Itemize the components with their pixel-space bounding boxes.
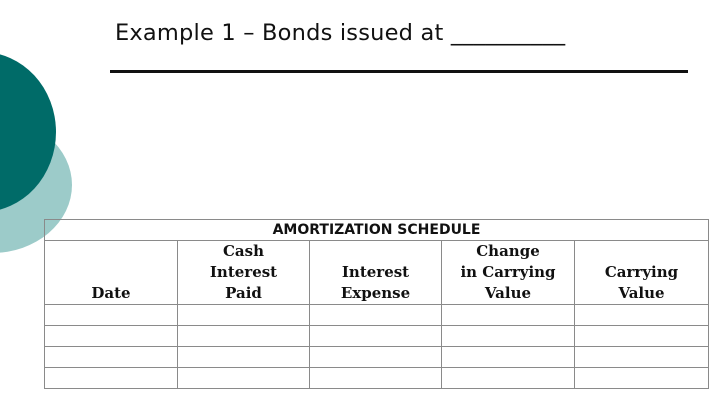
header-cell-carrying-value: Value [575, 283, 709, 305]
table-cell [45, 326, 178, 347]
header-cell: Carrying [575, 262, 709, 283]
table-cell [575, 347, 709, 368]
header-cell-cash-interest-paid: Paid [178, 283, 310, 305]
header-cell [45, 241, 178, 263]
table-cell [178, 347, 310, 368]
table-row [45, 305, 709, 326]
header-cell-change-in-carrying-value: Value [442, 283, 575, 305]
header-cell [310, 241, 442, 263]
header-row-1 [45, 241, 709, 263]
table-cell [310, 368, 442, 389]
header-row-2 [45, 262, 709, 283]
table-cell [45, 368, 178, 389]
table-cell [442, 305, 575, 326]
table-cell [442, 368, 575, 389]
table-cell [575, 326, 709, 347]
header-cell [575, 241, 709, 263]
table-cell [178, 305, 310, 326]
table-cell [178, 326, 310, 347]
header-row-3 [45, 283, 709, 305]
slide-title: Example 1 – Bonds issued at __________ [115, 20, 566, 46]
table-row [45, 347, 709, 368]
header-cell: Interest [178, 262, 310, 283]
header-cell-interest-expense: Expense [310, 283, 442, 305]
table-caption: AMORTIZATION SCHEDULE [45, 220, 709, 241]
header-cell: Change [442, 241, 575, 263]
header-cell: Interest [310, 262, 442, 283]
title-underline [110, 70, 688, 73]
table-cell [310, 305, 442, 326]
amortization-schedule-table [44, 219, 709, 389]
table-row [45, 326, 709, 347]
table-cell [45, 347, 178, 368]
table-row [45, 368, 709, 389]
table-cell [575, 368, 709, 389]
table-cell [310, 347, 442, 368]
header-cell: in Carrying [442, 262, 575, 283]
header-cell [45, 262, 178, 283]
header-cell-date: Date [45, 283, 178, 305]
table-cell [442, 347, 575, 368]
table-cell [442, 326, 575, 347]
header-cell: Cash [178, 241, 310, 263]
table-caption-row [45, 220, 709, 241]
table-cell [178, 368, 310, 389]
table-cell [310, 326, 442, 347]
table-cell [575, 305, 709, 326]
table-cell [45, 305, 178, 326]
